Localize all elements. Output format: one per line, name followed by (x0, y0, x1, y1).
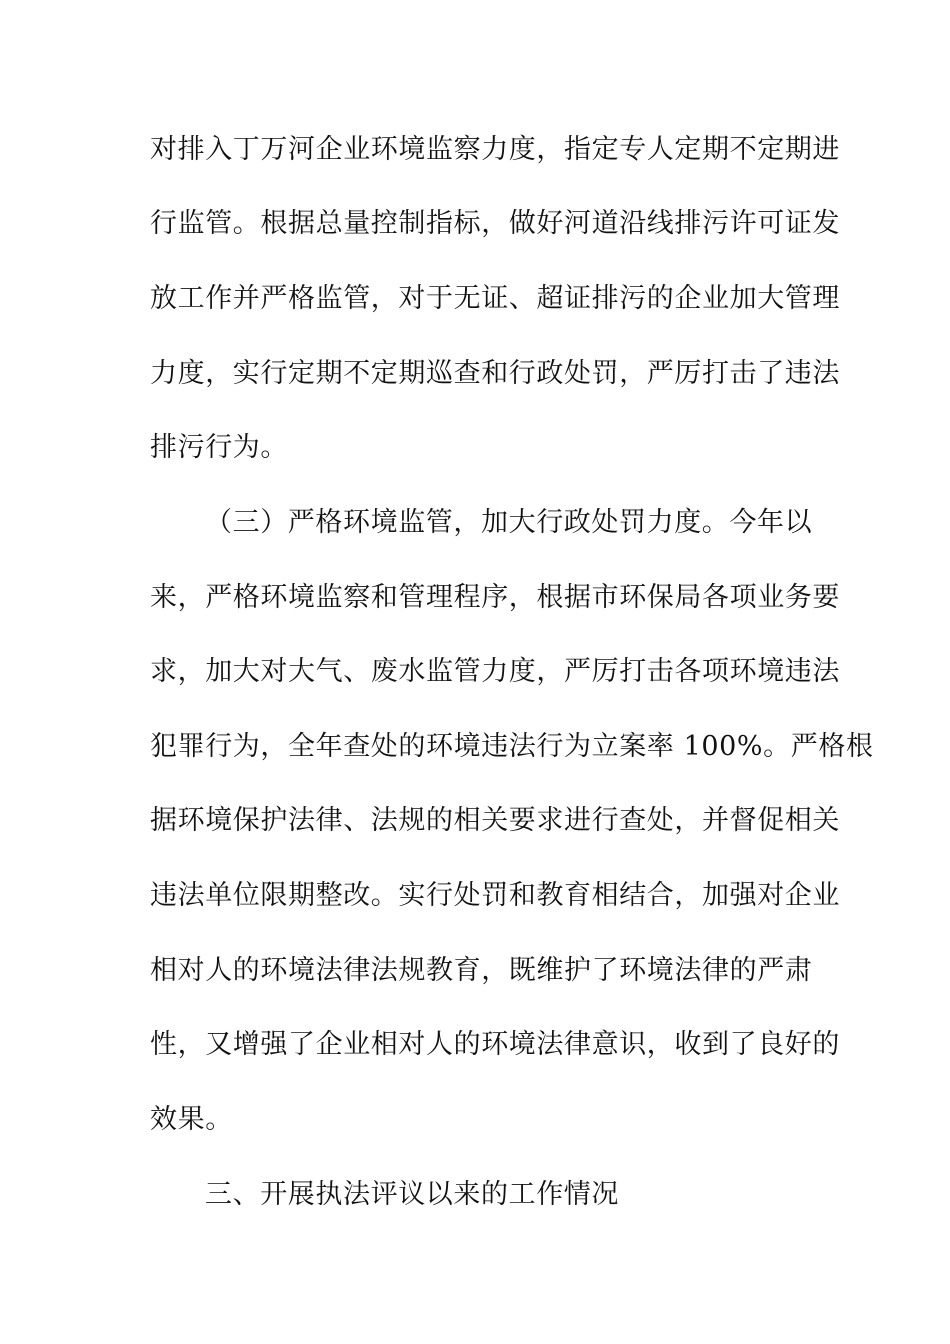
text-line: 排污行为。 (150, 432, 288, 463)
text-line: 对排入丁万河企业环境监察力度，指定专人定期不定期进 (150, 134, 840, 165)
section-heading: 三、开展执法评议以来的工作情况 (205, 1179, 619, 1210)
text-line: 来，严格环境监察和管理程序，根据市环保局各项业务要 (150, 582, 840, 613)
text-line: 力度，实行定期不定期巡查和行政处罚，严厉打击了违法 (150, 358, 840, 389)
text-line: 性，又增强了企业相对人的环境法律意识，收到了良好的 (150, 1029, 840, 1060)
text-line: 违法单位限期整改。实行处罚和教育相结合，加强对企业 (150, 880, 840, 911)
text-line: 犯罪行为，全年查处的环境违法行为立案率 100%。严格根 (150, 731, 874, 762)
text-line: 相对人的环境法律法规教育，既维护了环境法律的严肃 (150, 955, 813, 986)
text-line: 求，加大对大气、废水监管力度，严厉打击各项环境违法 (150, 656, 840, 687)
text-line: 放工作并严格监管，对于无证、超证排污的企业加大管理 (150, 283, 840, 314)
subsection-heading-line: （三）严格环境监管，加大行政处罚力度。今年以 (205, 507, 813, 538)
text-line: 效果。 (150, 1104, 233, 1135)
text-line: 行监管。根据总量控制指标，做好河道沿线排污许可证发 (150, 208, 840, 239)
text-line: 据环境保护法律、法规的相关要求进行查处，并督促相关 (150, 805, 840, 836)
